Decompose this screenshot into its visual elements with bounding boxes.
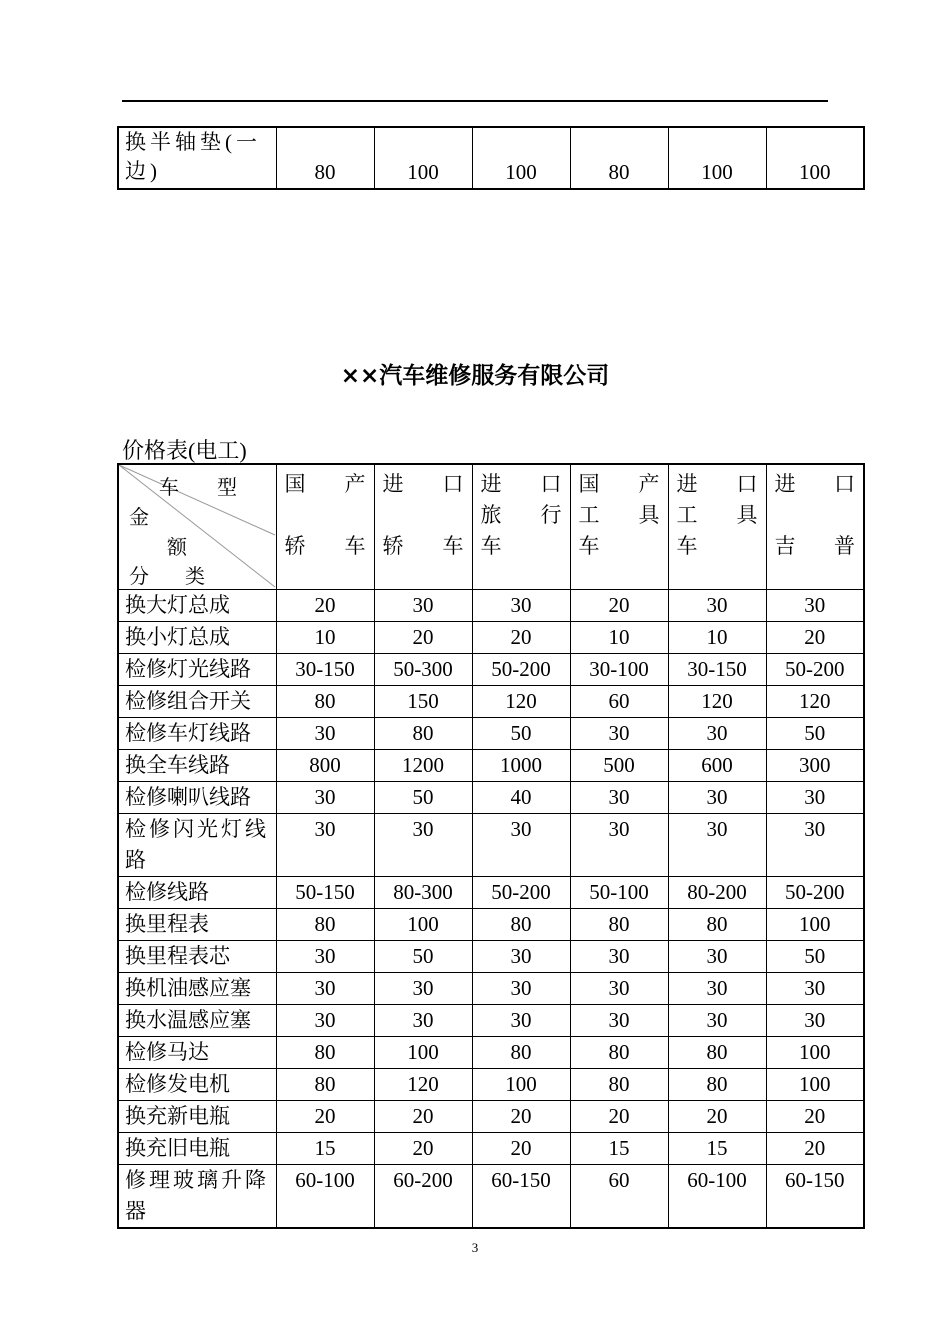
row-label: 换水温感应塞 xyxy=(118,1005,276,1037)
corner-text: 类 xyxy=(185,566,205,588)
price-cell: 80 xyxy=(472,909,570,941)
price-cell: 120 xyxy=(374,1069,472,1101)
price-cell: 20 xyxy=(766,622,864,654)
price-cell: 80-200 xyxy=(668,877,766,909)
corner-text: 金 xyxy=(129,507,149,529)
column-header xyxy=(276,464,374,590)
price-cell: 100 xyxy=(374,127,472,189)
row-label: 修理玻璃升降器 xyxy=(118,1165,276,1229)
price-cell: 60-150 xyxy=(766,1165,864,1229)
price-cell: 20 xyxy=(472,1101,570,1133)
price-cell: 1000 xyxy=(472,750,570,782)
price-cell: 30 xyxy=(570,1005,668,1037)
price-cell: 15 xyxy=(570,1133,668,1165)
price-cell: 30 xyxy=(570,782,668,814)
header-char: 工 xyxy=(676,503,698,527)
price-cell: 30 xyxy=(472,941,570,973)
price-cell: 30 xyxy=(668,718,766,750)
corner-text: 车 xyxy=(159,477,179,499)
price-cell: 30 xyxy=(570,814,668,877)
row-label: 换大灯总成 xyxy=(118,590,276,622)
price-cell: 30 xyxy=(668,941,766,973)
price-cell: 100 xyxy=(766,127,864,189)
table-row xyxy=(118,1165,864,1229)
price-cell: 30 xyxy=(374,814,472,877)
row-label: 检修线路 xyxy=(118,877,276,909)
price-cell: 30 xyxy=(374,973,472,1005)
price-cell: 20 xyxy=(374,622,472,654)
price-cell: 30 xyxy=(766,1005,864,1037)
header-char: 进 xyxy=(676,472,698,496)
price-cell: 30 xyxy=(472,1005,570,1037)
header-char: 产 xyxy=(344,472,366,496)
column-header xyxy=(668,464,766,590)
price-cell: 20 xyxy=(276,1101,374,1133)
table-caption: 价格表(电工) xyxy=(122,438,247,463)
price-cell: 80 xyxy=(276,127,374,189)
header-char: 口 xyxy=(834,472,855,496)
price-cell: 50 xyxy=(766,941,864,973)
price-cell: 50-100 xyxy=(570,877,668,909)
price-cell: 20 xyxy=(766,1133,864,1165)
price-cell: 120 xyxy=(472,686,570,718)
corner-text: 型 xyxy=(217,477,237,499)
header-char: 口 xyxy=(540,472,562,496)
price-cell: 50-200 xyxy=(766,877,864,909)
corner-text: 分 xyxy=(129,566,149,588)
price-cell: 30 xyxy=(276,1005,374,1037)
price-cell: 10 xyxy=(570,622,668,654)
table-row xyxy=(118,1069,864,1101)
price-cell: 100 xyxy=(374,909,472,941)
price-cell: 100 xyxy=(766,1037,864,1069)
row-label: 检修车灯线路 xyxy=(118,718,276,750)
header-char: 车 xyxy=(442,534,464,558)
header-char: 口 xyxy=(442,472,464,496)
continued-table xyxy=(117,126,865,190)
table-row xyxy=(118,1037,864,1069)
header-char: 行 xyxy=(540,503,562,527)
header-char: 国 xyxy=(578,472,600,496)
price-cell: 30 xyxy=(766,782,864,814)
header-char: 进 xyxy=(382,472,404,496)
price-cell: 30 xyxy=(668,973,766,1005)
price-cell: 30 xyxy=(766,590,864,622)
page-number: 3 xyxy=(471,1240,479,1255)
header-char: 车 xyxy=(480,534,502,558)
price-cell: 80 xyxy=(570,1037,668,1069)
price-cell: 30 xyxy=(668,1005,766,1037)
price-cell: 30-150 xyxy=(668,654,766,686)
table-row xyxy=(118,127,864,189)
price-cell: 50-150 xyxy=(276,877,374,909)
column-header xyxy=(570,464,668,590)
table-row xyxy=(118,941,864,973)
document-title: ××汽车维修服务有限公司 xyxy=(340,363,610,389)
price-cell: 30 xyxy=(472,814,570,877)
row-label: 换里程表 xyxy=(118,909,276,941)
price-cell: 30 xyxy=(374,590,472,622)
table-row xyxy=(118,622,864,654)
row-label: 换机油感应塞 xyxy=(118,973,276,1005)
header-char: 工 xyxy=(578,503,600,527)
price-cell: 50 xyxy=(766,718,864,750)
header-char: 进 xyxy=(774,472,796,496)
price-cell: 80 xyxy=(570,127,668,189)
price-cell: 30 xyxy=(276,814,374,877)
price-cell: 15 xyxy=(276,1133,374,1165)
price-cell: 20 xyxy=(570,1101,668,1133)
price-cell: 30 xyxy=(472,590,570,622)
row-label: 检修灯光线路 xyxy=(118,654,276,686)
price-cell: 60-150 xyxy=(472,1165,570,1229)
price-cell: 50 xyxy=(374,941,472,973)
price-cell: 80 xyxy=(472,1037,570,1069)
table-row xyxy=(118,750,864,782)
price-cell: 20 xyxy=(472,1133,570,1165)
header-char: 口 xyxy=(736,472,758,496)
price-cell: 500 xyxy=(570,750,668,782)
price-cell: 30 xyxy=(766,973,864,1005)
price-cell: 80 xyxy=(668,1069,766,1101)
price-cell: 30-150 xyxy=(276,654,374,686)
row-label: 换小灯总成 xyxy=(118,622,276,654)
price-cell: 20 xyxy=(472,622,570,654)
header-char: 车 xyxy=(344,534,366,558)
price-cell: 50-300 xyxy=(374,654,472,686)
price-cell: 50-200 xyxy=(472,654,570,686)
price-cell: 20 xyxy=(668,1101,766,1133)
price-cell: 100 xyxy=(766,1069,864,1101)
table-row xyxy=(118,654,864,686)
price-cell: 30 xyxy=(570,941,668,973)
column-header xyxy=(374,464,472,590)
price-cell: 100 xyxy=(374,1037,472,1069)
price-table-body xyxy=(118,590,864,1229)
price-cell: 20 xyxy=(374,1133,472,1165)
price-cell: 600 xyxy=(668,750,766,782)
price-cell: 30 xyxy=(276,782,374,814)
price-cell: 30 xyxy=(668,782,766,814)
price-cell: 120 xyxy=(766,686,864,718)
price-cell: 20 xyxy=(276,590,374,622)
column-header xyxy=(766,464,864,590)
price-cell: 20 xyxy=(766,1101,864,1133)
price-cell: 100 xyxy=(766,909,864,941)
price-cell: 30 xyxy=(276,941,374,973)
price-cell: 80 xyxy=(570,1069,668,1101)
column-header xyxy=(472,464,570,590)
price-cell: 80 xyxy=(276,1037,374,1069)
price-cell: 40 xyxy=(472,782,570,814)
price-cell: 30 xyxy=(668,590,766,622)
price-cell: 60-100 xyxy=(276,1165,374,1229)
table-row xyxy=(118,973,864,1005)
row-label: 检修闪光灯线路 xyxy=(118,814,276,877)
header-char: 进 xyxy=(480,472,502,496)
price-table xyxy=(117,463,865,1229)
row-label: 换半轴垫(一边) xyxy=(118,127,276,189)
price-cell: 150 xyxy=(374,686,472,718)
price-cell: 30 xyxy=(472,973,570,1005)
header-char: 旅 xyxy=(480,503,502,527)
price-cell: 30 xyxy=(374,1005,472,1037)
price-cell: 60 xyxy=(570,686,668,718)
price-cell: 50 xyxy=(472,718,570,750)
row-label: 换里程表芯 xyxy=(118,941,276,973)
price-cell: 1200 xyxy=(374,750,472,782)
header-char: 国 xyxy=(284,472,306,496)
price-cell: 50-200 xyxy=(766,654,864,686)
table-row xyxy=(118,1133,864,1165)
header-char: 具 xyxy=(638,503,660,527)
price-cell: 100 xyxy=(668,127,766,189)
header-char: 轿 xyxy=(284,534,306,558)
price-cell: 30 xyxy=(276,973,374,1005)
row-label: 换全车线路 xyxy=(118,750,276,782)
price-cell: 20 xyxy=(374,1101,472,1133)
price-cell: 80 xyxy=(276,909,374,941)
price-cell: 120 xyxy=(668,686,766,718)
price-cell: 80 xyxy=(668,909,766,941)
price-cell: 15 xyxy=(668,1133,766,1165)
row-label: 换充新电瓶 xyxy=(118,1101,276,1133)
price-cell: 50-200 xyxy=(472,877,570,909)
row-label: 换充旧电瓶 xyxy=(118,1133,276,1165)
header-char: 车 xyxy=(676,534,698,558)
header-char: 轿 xyxy=(382,534,404,558)
price-cell: 80 xyxy=(668,1037,766,1069)
price-cell: 30 xyxy=(276,718,374,750)
table-row xyxy=(118,877,864,909)
price-cell: 100 xyxy=(472,127,570,189)
row-label: 检修组合开关 xyxy=(118,686,276,718)
table-row xyxy=(118,686,864,718)
price-cell: 10 xyxy=(276,622,374,654)
price-cell: 60-200 xyxy=(374,1165,472,1229)
price-cell: 100 xyxy=(472,1069,570,1101)
price-cell: 300 xyxy=(766,750,864,782)
table-row xyxy=(118,1101,864,1133)
header-char: 普 xyxy=(834,534,855,558)
price-cell: 80 xyxy=(276,1069,374,1101)
row-label: 检修发电机 xyxy=(118,1069,276,1101)
header-rule xyxy=(122,100,828,102)
price-cell: 80-300 xyxy=(374,877,472,909)
price-cell: 80 xyxy=(570,909,668,941)
table-row xyxy=(118,590,864,622)
price-cell: 800 xyxy=(276,750,374,782)
header-row xyxy=(118,464,864,590)
row-label: 检修喇叭线路 xyxy=(118,782,276,814)
corner-text: 额 xyxy=(167,537,187,559)
header-char: 具 xyxy=(736,503,758,527)
price-cell: 30-100 xyxy=(570,654,668,686)
price-cell: 30 xyxy=(570,973,668,1005)
header-char: 车 xyxy=(578,534,600,558)
header-char: 产 xyxy=(638,472,660,496)
table-row xyxy=(118,1005,864,1037)
header-char: 吉 xyxy=(774,534,796,558)
row-label: 检修马达 xyxy=(118,1037,276,1069)
price-cell: 30 xyxy=(766,814,864,877)
price-cell: 80 xyxy=(374,718,472,750)
price-cell: 50 xyxy=(374,782,472,814)
table-row xyxy=(118,718,864,750)
price-cell: 30 xyxy=(668,814,766,877)
price-cell: 60-100 xyxy=(668,1165,766,1229)
table-row xyxy=(118,782,864,814)
diagonal-header-cell xyxy=(118,464,276,590)
price-cell: 30 xyxy=(570,718,668,750)
price-cell: 60 xyxy=(570,1165,668,1229)
price-cell: 20 xyxy=(570,590,668,622)
table-row xyxy=(118,814,864,877)
price-cell: 80 xyxy=(276,686,374,718)
price-cell: 10 xyxy=(668,622,766,654)
table-row xyxy=(118,909,864,941)
